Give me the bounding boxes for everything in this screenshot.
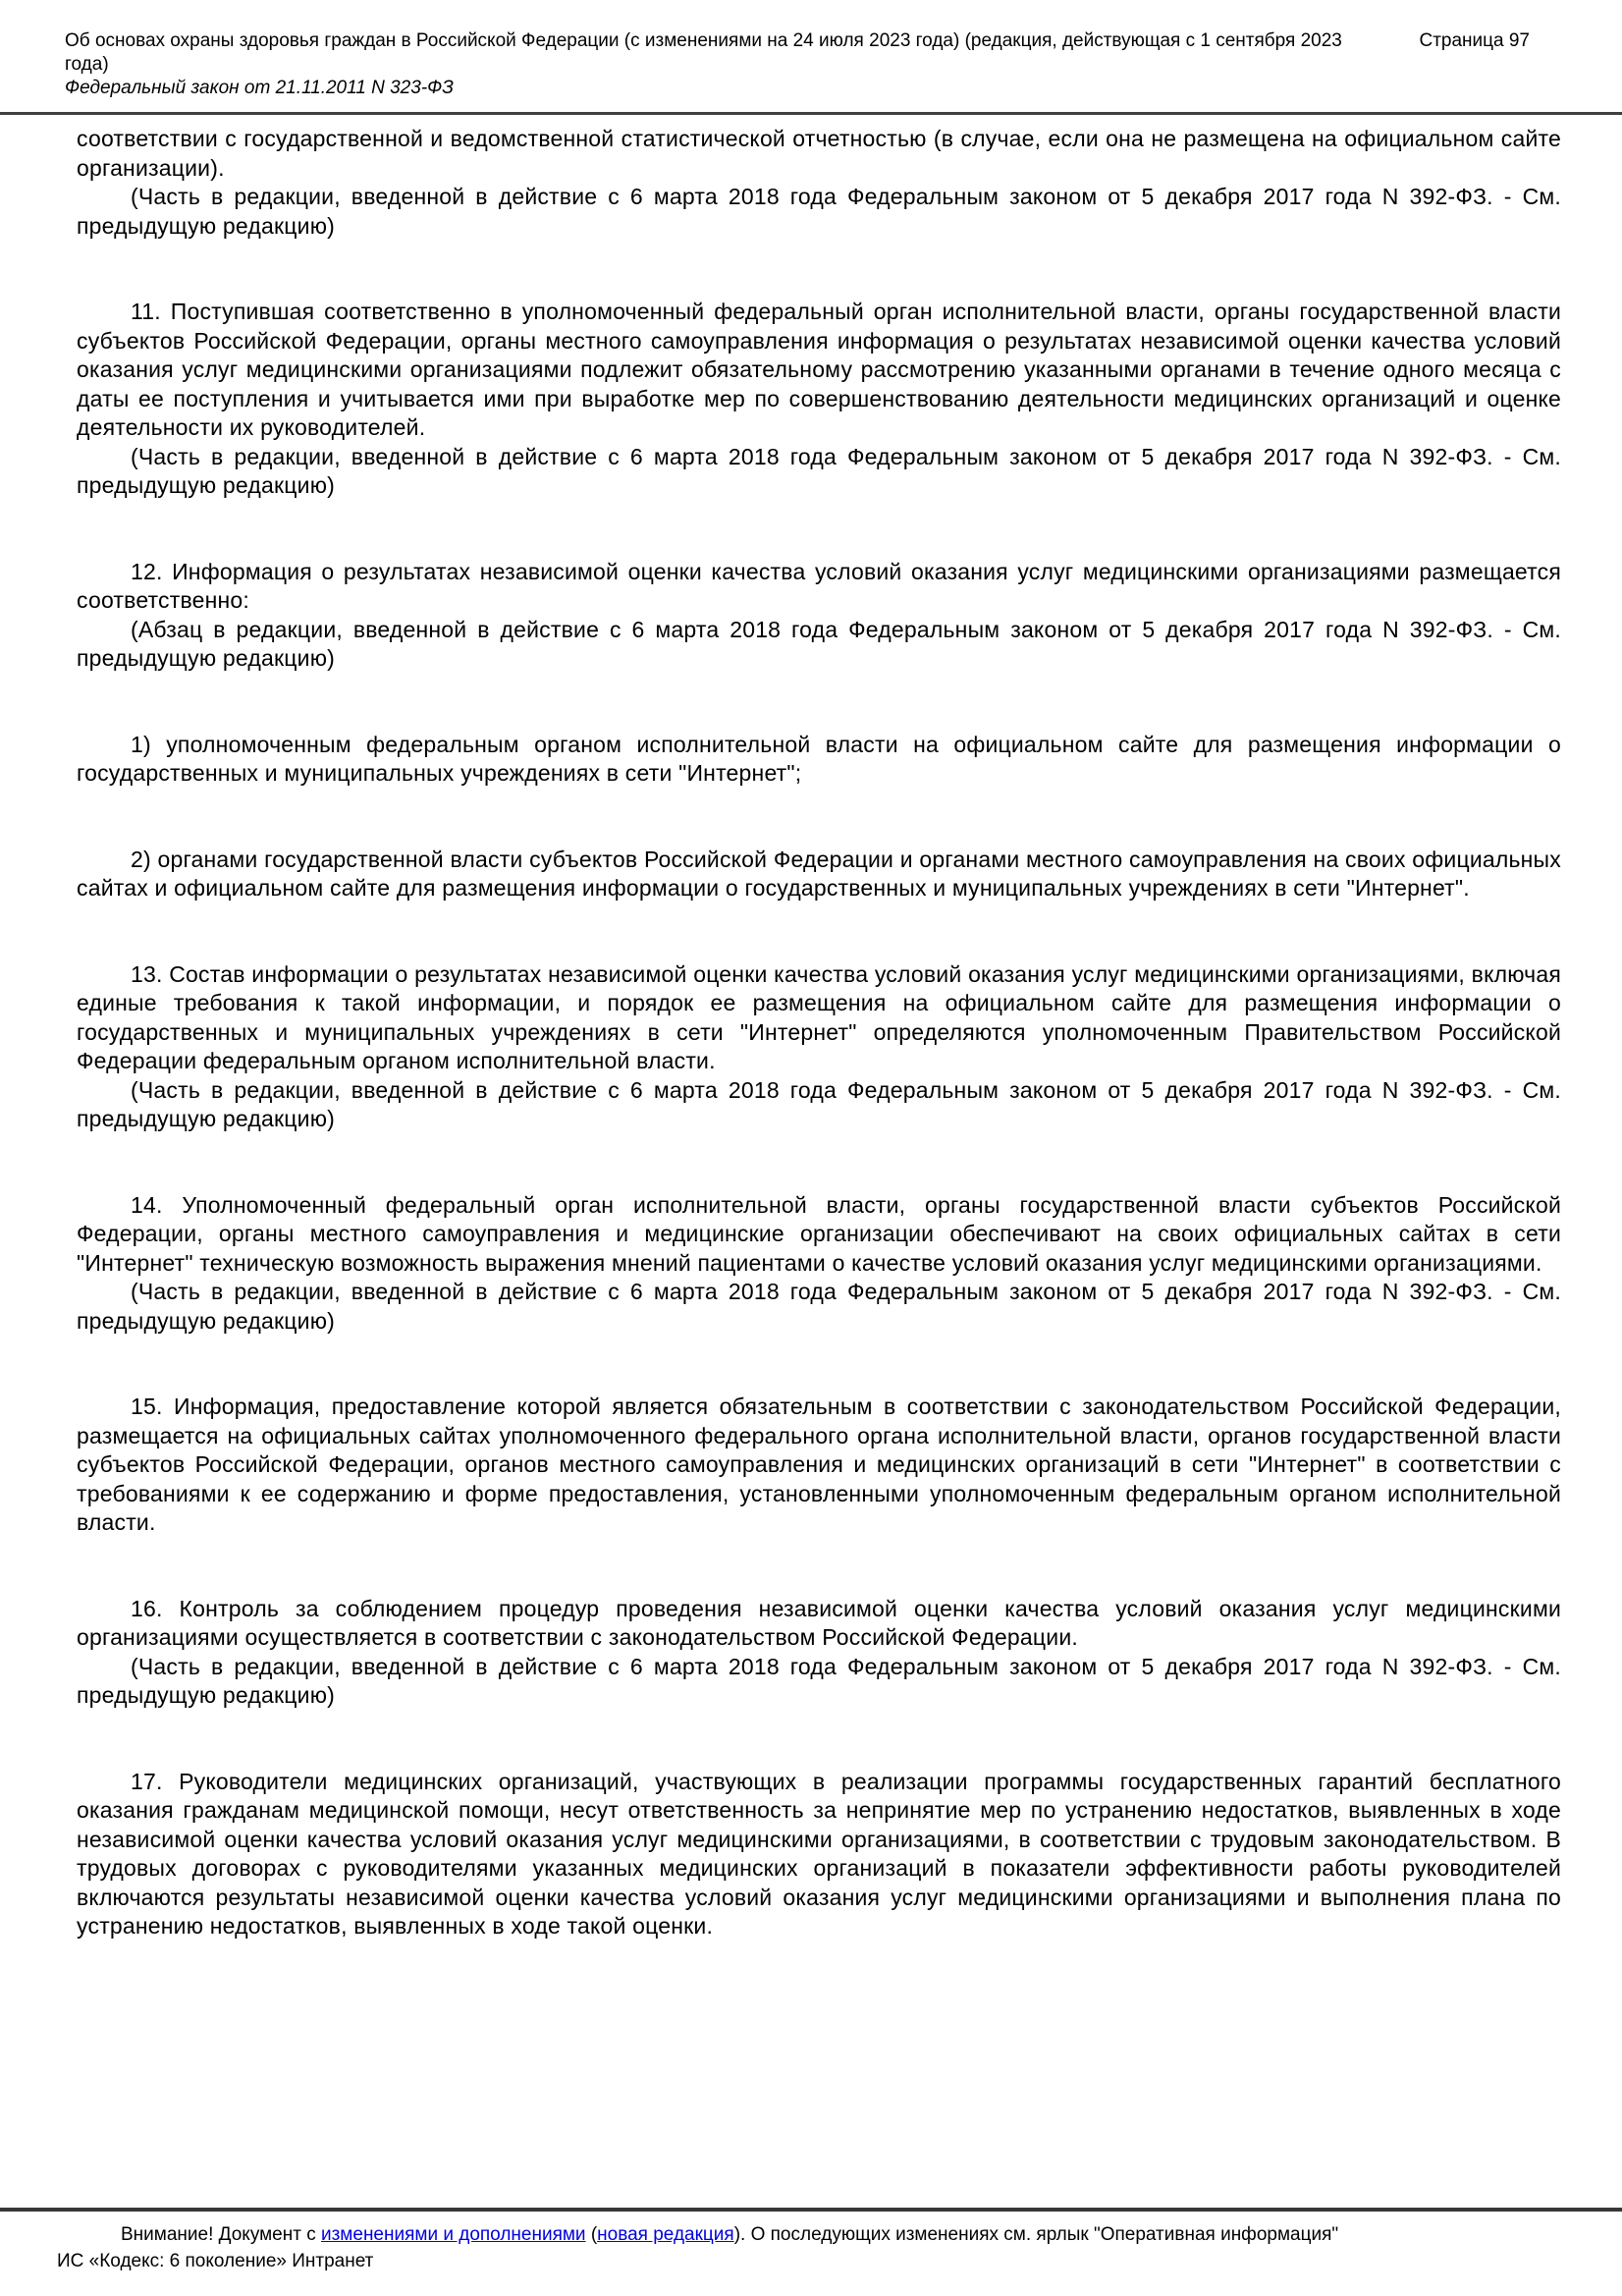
paragraph-text: 12. Информация о результатах независимой оценки качества условий оказания услуг медицинскими организациями размещается соответственно: [77,558,1561,613]
document-body [0,115,1622,1941]
footer-source: ИС «Кодекс: 6 поколение» Интранет [57,2251,374,2271]
footer-note-suffix: ). О последующих изменениях см. ярлык "Оперативная информация" [733,2224,1339,2245]
document-title: Об основах охраны здоровья граждан в Российской Федерации (с изменениями на 24 июля 2023 года) (редакция, действующая с 1 сентября 2023 года) [65,30,1342,75]
editorial-note: (Часть в редакции, введенной в действие с 6 марта 2018 года Федеральным законом от 5 декабря 2017 года N 392-ФЗ. - См. предыдущую редакцию) [77,443,1561,498]
editorial-note: (Часть в редакции, введенной в действие с 6 марта 2018 года Федеральным законом от 5 декабря 2017 года N 392-ФЗ. - См. предыдущую редакцию) [77,1653,1561,1708]
paragraph-block [77,960,1561,1134]
paragraph-block [77,1595,1561,1711]
paragraph-block [77,125,1561,241]
editorial-note: (Часть в редакции, введенной в действие с 6 марта 2018 года Федеральным законом от 5 декабря 2017 года N 392-ФЗ. - См. предыдущую редакцию) [77,184,1561,239]
editorial-note: (Часть в редакции, введенной в действие с 6 марта 2018 года Федеральным законом от 5 декабря 2017 года N 392-ФЗ. - См. предыдущую редакцию) [77,1076,1561,1131]
page-header [0,0,1622,112]
page-footer [57,2221,1565,2274]
document-subtitle: Федеральный закон от 21.11.2011 N 323-ФЗ [65,78,454,98]
paragraph-text: соответствии с государственной и ведомственной статистической отчетностью (в случае, если она не размещена на официальном сайте организации). [77,126,1561,181]
paragraph-block [77,1191,1561,1337]
paragraph-text: 2) органами государственной власти субъектов Российской Федерации и органами местного самоуправления на своих официальных сайтах и официальном сайте для размещения информации о государственных и муниципальных учреждениях в сети "Интернет". [77,846,1561,901]
paragraph-block [77,846,1561,903]
amendments-link[interactable]: изменениями и дополнениями [320,2224,586,2245]
paragraph-block [77,1393,1561,1538]
paragraph-block [77,558,1561,674]
paragraph-text: 17. Руководители медицинских организаций, участвующих в реализации программы государственных гарантий бесплатного оказания гражданам медицинской помощи, несут ответственность за непринятие мер по устранению недостатков, выявленных в ходе независимой оценки качества условий оказания услуг медицинскими организациями, в соответствии с трудовым законодательством. В трудовых договорах с руководителями указанных медицинских организаций в показатели эффективности работы руководителей включаются результаты независимой оценки качества условий оказания услуг медицинскими организациями и выполнения плана по устранению недостатков, выявленных в ходе такой оценки. [77,1768,1561,1939]
page-number: Страница 97 [1419,30,1530,51]
paragraph-text: 11. Поступившая соответственно в уполномоченный федеральный орган исполнительной власти, органы государственной власти субъектов Российской Федерации, органы местного самоуправления информация о результатах независимой оценки качества условий оказания услуг медицинскими организациями подлежит обязательному рассмотрению указанными органами в течение одного месяца с даты ее поступления и учитывается ими при выработке мер по совершенствованию деятельности медицинских организаций и оценке деятельности их руководителей. [77,299,1561,440]
paragraph-text: 15. Информация, предоставление которой является обязательным в соответствии с законодательством Российской Федерации, размещается на официальных сайтах уполномоченного федерального органа исполнительной власти, органов государственной власти субъектов Российской Федерации, органов местного самоуправления и медицинских организаций в сети "Интернет" в соответствии с требованиями к ее содержанию и форме предоставления, установленными уполномоченным федеральным органом исполнительной власти. [77,1394,1561,1535]
paragraph-text: 16. Контроль за соблюдением процедур проведения независимой оценки качества условий оказания услуг медицинскими организациями осуществляется в соответствии с законодательством Российской Федерации. [77,1595,1561,1650]
paragraph-block [77,1768,1561,1941]
footer-note-mid: ( [585,2224,598,2245]
new-edition-link[interactable]: новая редакция [597,2224,734,2245]
paragraph-text: 14. Уполномоченный федеральный орган исполнительной власти, органы государственной власти субъектов Российской Федерации, органы местного самоуправления и медицинские организации обеспечивают на своих официальных сайтах в сети "Интернет" техническую возможность выражения мнений пациентами о качестве условий оказания услуг медицинскими организациями. [77,1191,1561,1276]
paragraph-block [77,731,1561,789]
editorial-note: (Часть в редакции, введенной в действие с 6 марта 2018 года Федеральным законом от 5 декабря 2017 года N 392-ФЗ. - См. предыдущую редакцию) [77,1279,1561,1334]
paragraph-block [77,298,1561,501]
footer-note-prefix: Внимание! Документ с [121,2224,321,2245]
footer-divider [0,2208,1622,2212]
editorial-note: (Абзац в редакции, введенной в действие с 6 марта 2018 года Федеральным законом от 5 декабря 2017 года N 392-ФЗ. - См. предыдущую редакцию) [77,616,1561,671]
footer-note [57,2221,1565,2248]
paragraph-text: 1) уполномоченным федеральным органом исполнительной власти на официальном сайте для размещения информации о государственных и муниципальных учреждениях в сети "Интернет"; [77,731,1561,786]
paragraph-text: 13. Состав информации о результатах независимой оценки качества условий оказания услуг медицинскими организациями, включая единые требования к такой информации, и порядок ее размещения на официальном сайте для размещения информации о государственных и муниципальных учреждениях в сети "Интернет" определяются уполномоченным Правительством Российской Федерации федеральным органом исполнительной власти. [77,960,1561,1073]
